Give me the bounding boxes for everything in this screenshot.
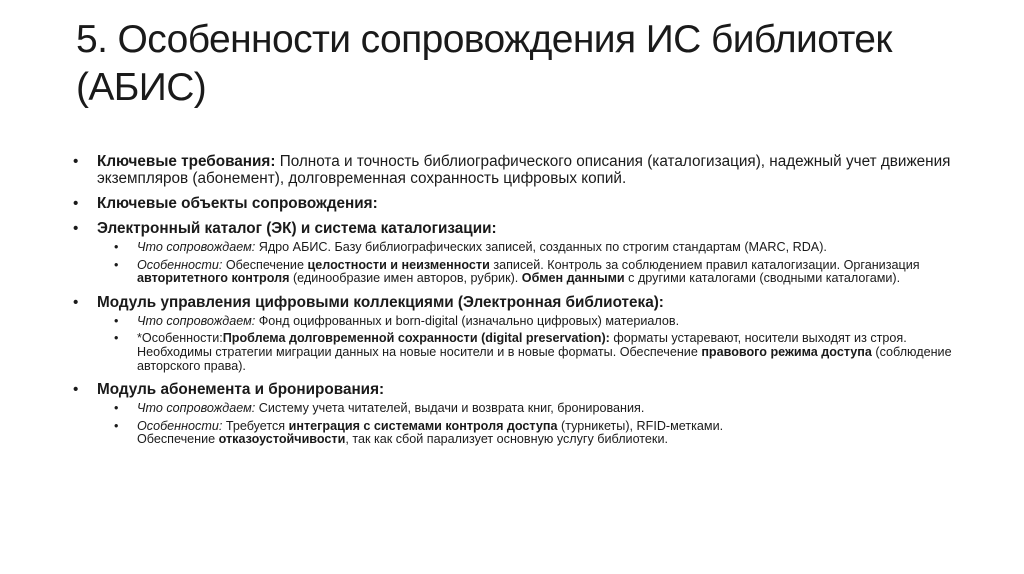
sub-bullet-emphasis: Проблема долговременной сохранности (digital preservation): (222, 331, 610, 346)
sub-bullet-text: (единообразие имен авторов, рубрик). (289, 271, 522, 286)
sub-bullet-text: (соблюдение авторского права). (137, 344, 952, 373)
bullet-marker: • (73, 381, 79, 399)
sub-bullet-emphasis: отказоустойчивости (218, 432, 346, 447)
sub-bullet-what (114, 315, 963, 329)
sub-bullet-emphasis: целостности и неизменности (307, 257, 490, 272)
slide-title (76, 16, 976, 112)
sub-bullet-marker: • (114, 331, 119, 346)
sub-bullet-text: форматы устаревают, носители выходят из строя. Необходимы стратегии миграции данных на новые носители и в новые форматы. Обеспечение (137, 331, 907, 359)
bullet-text: Полнота и точность библиографического описания (каталогизация), надежный учет движения экземпляров (абонемент), долговременная сохранность цифровых копий. (97, 153, 951, 187)
sub-bullet-text: Систему учета читателей, выдачи и возврата книг, бронирования. (255, 401, 645, 416)
title-line-2: (АБИС) (76, 66, 207, 109)
sub-bullet-what (114, 241, 963, 255)
slide-body (73, 153, 963, 455)
sub-bullet-marker: • (114, 257, 119, 272)
sub-bullet-what (114, 402, 963, 416)
sub-bullet-features (114, 420, 963, 447)
sub-bullet-features (114, 332, 963, 373)
bullet-heading: Ключевые объекты сопровождения: (97, 195, 378, 212)
bullet-heading: Электронный каталог (ЭК) и система каталогизации: (97, 220, 497, 237)
bullet-key-requirements (73, 153, 963, 187)
sub-bullet-emphasis: правового режима доступа (701, 344, 872, 359)
bullet-digital-collections (73, 294, 963, 373)
bullet-electronic-catalog (73, 220, 963, 286)
sub-bullet-emphasis: интеграция с системами контроля доступа (288, 418, 558, 433)
sub-bullet-lead: Особенности: (137, 257, 223, 272)
sub-bullet-text: , так как сбой парализует основную услугу библиотеки. (345, 432, 668, 447)
sub-bullet-text: Ядро АБИС. Базу библиографических записей, созданных по строгим стандартам (MARC, RDA). (255, 240, 827, 254)
sub-bullet-lead: Что сопровождаем: (137, 401, 256, 416)
sub-bullet-marker: • (114, 401, 119, 416)
sub-bullet-lead: Что сопровождаем: (137, 313, 256, 328)
sub-bullet-text: с другими каталогами (сводными каталогами). (624, 271, 901, 286)
bullet-circulation (73, 381, 963, 447)
sub-bullet-text: Требуется (222, 418, 289, 433)
bullet-heading: Модуль управления цифровыми коллекциями (Электронная библиотека): (97, 293, 664, 311)
sub-bullet-lead: Особенности: (137, 418, 223, 433)
bullet-heading: Модуль абонемента и бронирования: (97, 381, 385, 399)
title-line-1: 5. Особенности сопровождения ИС библиотек (76, 18, 892, 61)
sub-bullet-emphasis: Обмен данными (521, 271, 625, 286)
sub-bullet-lead: *Особенности: (137, 331, 223, 346)
sub-bullet-marker: • (114, 313, 119, 328)
bullet-marker: • (73, 293, 79, 311)
sub-bullet-text: Обеспечение (137, 432, 219, 447)
bullet-key-objects (73, 195, 963, 212)
bullet-marker: • (73, 153, 79, 170)
sub-bullet-text: (турникеты), RFID-метками. (557, 418, 724, 433)
sub-bullet-features (114, 259, 963, 286)
bullet-marker: • (73, 220, 79, 237)
sub-bullet-marker: • (114, 240, 119, 254)
sub-bullet-text: Фонд оцифрованных и born-digital (изначально цифровых) материалов. (255, 313, 680, 328)
sub-bullet-text: Обеспечение (222, 257, 308, 272)
bullet-marker: • (73, 195, 79, 212)
sub-bullet-marker: • (114, 418, 119, 433)
bullet-heading: Ключевые требования: (97, 153, 276, 170)
sub-bullet-emphasis: авторитетного контроля (137, 271, 290, 286)
sub-bullet-lead: Что сопровождаем: (137, 240, 256, 254)
sub-bullet-text: записей. Контроль за соблюдением правил каталогизации. Организация (489, 257, 920, 272)
